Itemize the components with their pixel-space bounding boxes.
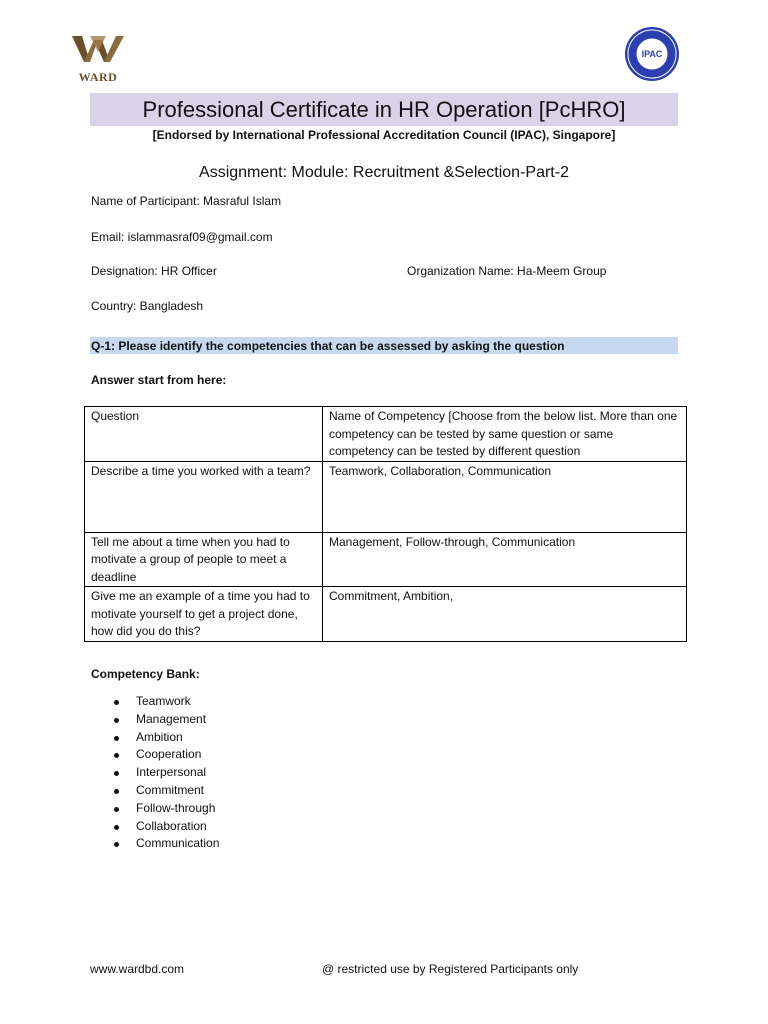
- participant-email: Email: islammasraf09@gmail.com: [91, 230, 273, 244]
- list-item: [110, 693, 219, 711]
- list-item: [110, 835, 219, 853]
- list-item-label: Follow-through: [136, 800, 216, 815]
- list-item-label: Commitment: [136, 782, 205, 797]
- bullet-icon: [114, 842, 119, 847]
- participant-designation: Designation: HR Officer: [91, 264, 217, 278]
- bullet-icon: [114, 700, 119, 705]
- table-row: [85, 532, 687, 587]
- list-item: [110, 711, 219, 729]
- list-item: [110, 818, 219, 836]
- question-text: Q-1: Please identify the competencies that can be assessed by asking the question: [91, 339, 565, 353]
- competency-table: [84, 406, 687, 642]
- list-item-label: Communication: [136, 836, 220, 851]
- table-cell-question: Give me an example of a time you had to motivate yourself to get a project done, how did you do this?: [85, 587, 323, 642]
- bullet-icon: [114, 753, 119, 758]
- list-item-label: Teamwork: [136, 694, 191, 708]
- ipac-seal: [624, 26, 680, 82]
- participant-name: Name of Participant: Masraful Islam: [91, 194, 282, 208]
- ward-logo: [70, 34, 126, 84]
- ward-logo-mark-icon: [70, 34, 126, 72]
- competency-bank-list: [110, 693, 219, 853]
- table-header-row: [85, 407, 687, 462]
- answer-start-label: Answer start from here:: [91, 373, 227, 387]
- table-header-competency: Name of Competency [Choose from the below list. More than one competency can be tested by same question or same competency can be tested by different question: [323, 407, 687, 462]
- ward-logo-text: WARD: [78, 70, 118, 84]
- page-subtitle: [Endorsed by International Professional Accreditation Council (IPAC), Singapore]: [152, 128, 616, 142]
- table-cell-question: Describe a time you worked with a team?: [85, 461, 323, 532]
- list-item: [110, 746, 219, 764]
- list-item-label: Cooperation: [136, 747, 202, 762]
- competency-bank-title: Competency Bank:: [91, 667, 200, 681]
- list-item-label: Ambition: [136, 729, 183, 744]
- assignment-heading: Assignment: Module: Recruitment &Selection-Part-2: [199, 164, 569, 181]
- table-cell-competency: Commitment, Ambition,: [323, 587, 687, 642]
- list-item: [110, 782, 219, 800]
- bullet-icon: [114, 718, 119, 723]
- list-item: [110, 800, 219, 818]
- bullet-icon: [114, 807, 119, 812]
- table-row: [85, 461, 687, 532]
- footer-website: www.wardbd.com: [90, 962, 185, 976]
- table-cell-question: Tell me about a time when you had to motivate a group of people to meet a deadline: [85, 532, 323, 587]
- table-cell-competency: Teamwork, Collaboration, Communication: [323, 461, 687, 532]
- list-item: [110, 764, 219, 782]
- footer-notice: @ restricted use by Registered Participants only: [322, 962, 579, 976]
- bullet-icon: [114, 736, 119, 741]
- list-item-label: Interpersonal: [136, 765, 207, 780]
- table-cell-competency: Management, Follow-through, Communication: [323, 532, 687, 587]
- participant-country: Country: Bangladesh: [91, 299, 204, 313]
- bullet-icon: [114, 789, 119, 794]
- page-title: Professional Certificate in HR Operation [PcHRO]: [142, 97, 626, 122]
- svg-text:IPAC: IPAC: [641, 49, 663, 59]
- list-item-label: Collaboration: [136, 818, 207, 833]
- participant-organization: Organization Name: Ha-Meem Group: [407, 264, 607, 278]
- table-header-question: Question: [85, 407, 323, 462]
- bullet-icon: [114, 825, 119, 830]
- ipac-seal-icon: [624, 26, 680, 82]
- table-row: [85, 587, 687, 642]
- list-item-label: Management: [136, 711, 207, 726]
- list-item: [110, 729, 219, 747]
- bullet-icon: [114, 771, 119, 776]
